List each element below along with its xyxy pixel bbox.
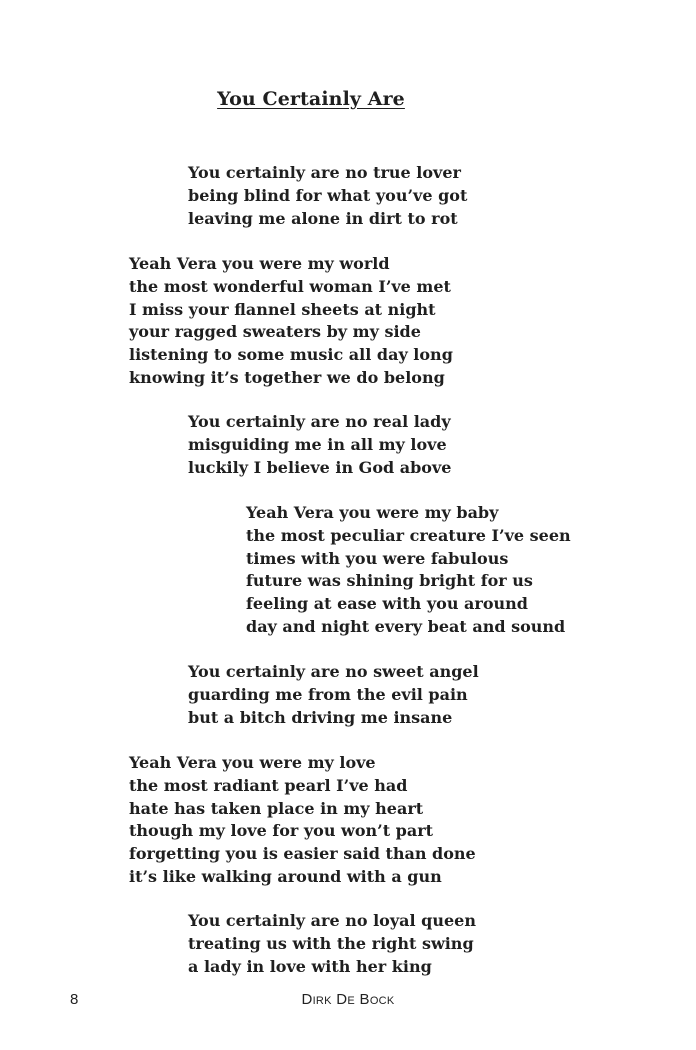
poem-line: times with you were fabulous [246,548,509,568]
running-footer-author: Dirk De Bock [301,991,395,1008]
poem-line: misguiding me in all my love [188,434,447,454]
poem-line: feeling at ease with you around [246,594,528,614]
poem-line: your ragged sweaters by my side [129,322,421,342]
poem-line: Yeah Vera you were my world [129,254,390,273]
stanza-3 [188,411,451,479]
poem-line: You certainly are no real lady [188,412,451,431]
stanza-6 [129,752,476,889]
poem-line: but a bitch driving me insane [188,707,453,727]
stanza-2 [129,253,453,390]
poem-line: day and night every beat and sound [246,616,566,636]
poem-line: knowing it’s together we do belong [129,367,445,387]
poem-line: leaving me alone in dirt to rot [188,208,458,228]
poem-line: the most radiant pearl I’ve had [129,775,408,795]
poem-line: the most wonderful woman I’ve met [129,276,451,296]
poem-line: the most peculiar creature I’ve seen [246,525,571,545]
poem-line: treating us with the right swing [188,933,474,953]
poem-line: guarding me from the evil pain [188,684,468,704]
poem-line: hate has taken place in my heart [129,798,424,818]
poem-line: future was shining bright for us [246,571,533,591]
poem-line: luckily I believe in God above [188,457,452,477]
stanza-1 [188,162,467,230]
stanza-4 [246,502,571,639]
poem-line: You certainly are no loyal queen [188,911,476,930]
poem-line: it’s like walking around with a gun [129,866,442,886]
poem-line: Yeah Vera you were my baby [246,503,499,522]
poem-line: Yeah Vera you were my love [129,753,376,772]
poem-line: though my love for you won’t part [129,821,434,841]
poem-line: I miss your flannel sheets at night [129,299,436,319]
poem-line: listening to some music all day long [129,345,453,365]
poem-line: You certainly are no sweet angel [188,662,479,681]
stanza-7 [188,910,476,978]
stanza-5 [188,661,479,729]
poem-line: You certainly are no true lover [188,163,461,182]
poem-line: forgetting you is easier said than done [129,844,476,864]
poem-title: You Certainly Are [217,88,405,110]
poem-line: being blind for what you’ve got [188,185,468,205]
poem-line: a lady in love with her king [188,956,432,976]
page-number: 8 [70,991,79,1008]
